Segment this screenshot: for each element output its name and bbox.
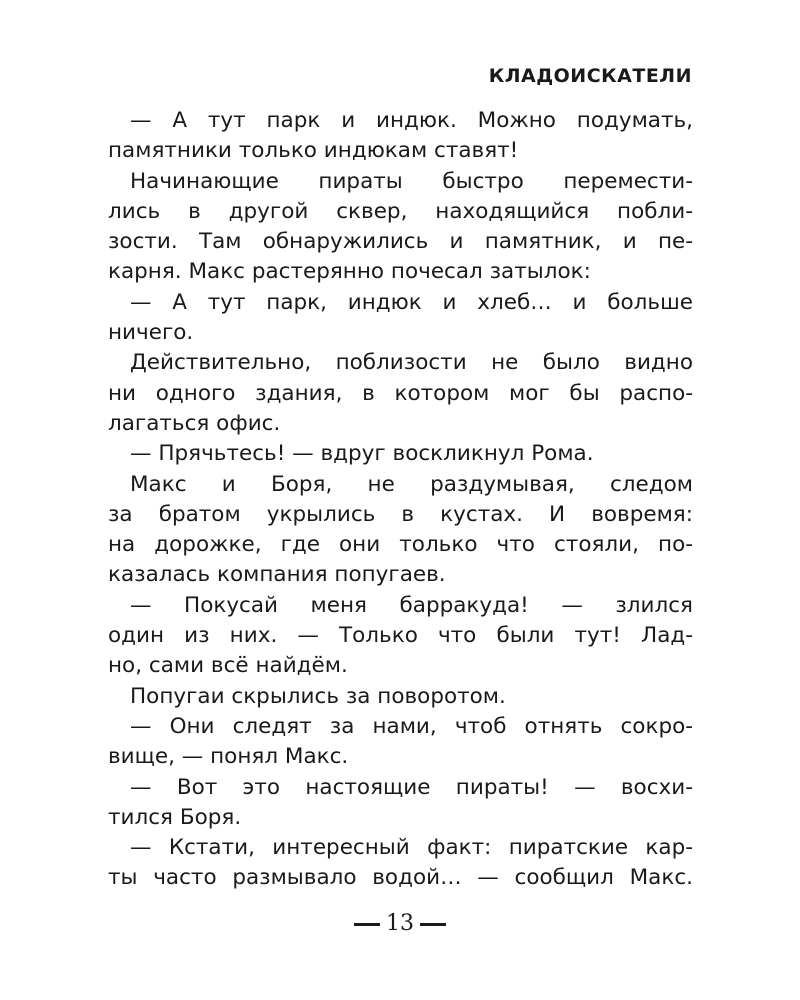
text-line: карня. Макс растерянно почесал затылок: (108, 259, 591, 285)
text-line: зости. Там обнаружились и памятник, и пе- (108, 229, 693, 255)
text-line: Макс и Боря, не раздумывая, следом (130, 471, 693, 497)
text-line: Действительно, поблизости не было видно (130, 350, 693, 376)
text-line: Попугаи скрылись за поворотом. (130, 683, 506, 709)
text-line: — Прячьтесь! — вдруг воскликнул Рома. (130, 441, 594, 467)
text-line: — Покусай меня барракуда! — злился (130, 592, 693, 618)
text-line: — Вот это настоящие пираты! — восхи- (130, 774, 693, 800)
text-line: вище, — понял Макс. (108, 744, 349, 770)
text-line: на дорожке, где они только что стояли, по- (108, 532, 693, 558)
text-line: казалась компания попугаев. (108, 562, 446, 588)
page-body-text (108, 106, 693, 894)
text-line: лись в другой сквер, находящийся побли- (108, 198, 693, 224)
text-line: за братом укрылись в кустах. И вовремя: (108, 501, 693, 527)
page-number: 13 (386, 911, 414, 936)
text-line: — А тут парк, индюк и хлеб… и больше (130, 289, 693, 315)
text-line: ты часто размывало водой… — сообщил Макс. (108, 865, 693, 891)
text-line: — А тут парк и индюк. Можно подумать, (130, 108, 693, 133)
page-footer (0, 910, 800, 938)
text-line: памятники только индюкам ставят! (108, 138, 519, 164)
text-line: но, сами всё найдём. (108, 653, 348, 679)
left-dash (354, 923, 380, 926)
text-line: один из них. — Только что были тут! Лад- (108, 623, 693, 649)
text-line: тился Боря. (108, 804, 242, 830)
running-header: КЛАДОИСКАТЕЛИ (488, 65, 692, 87)
text-line: — Они следят за нами, чтоб отнять сокро- (130, 713, 693, 739)
text-line: лагаться офис. (108, 410, 281, 436)
text-line: — Кстати, интересный факт: пиратские кар- (130, 835, 693, 861)
right-dash (420, 923, 446, 926)
text-line: Начинающие пираты быстро перемести- (130, 168, 693, 194)
text-line: ничего. (108, 320, 194, 346)
text-line: ни одного здания, в котором мог бы распо- (108, 380, 693, 406)
